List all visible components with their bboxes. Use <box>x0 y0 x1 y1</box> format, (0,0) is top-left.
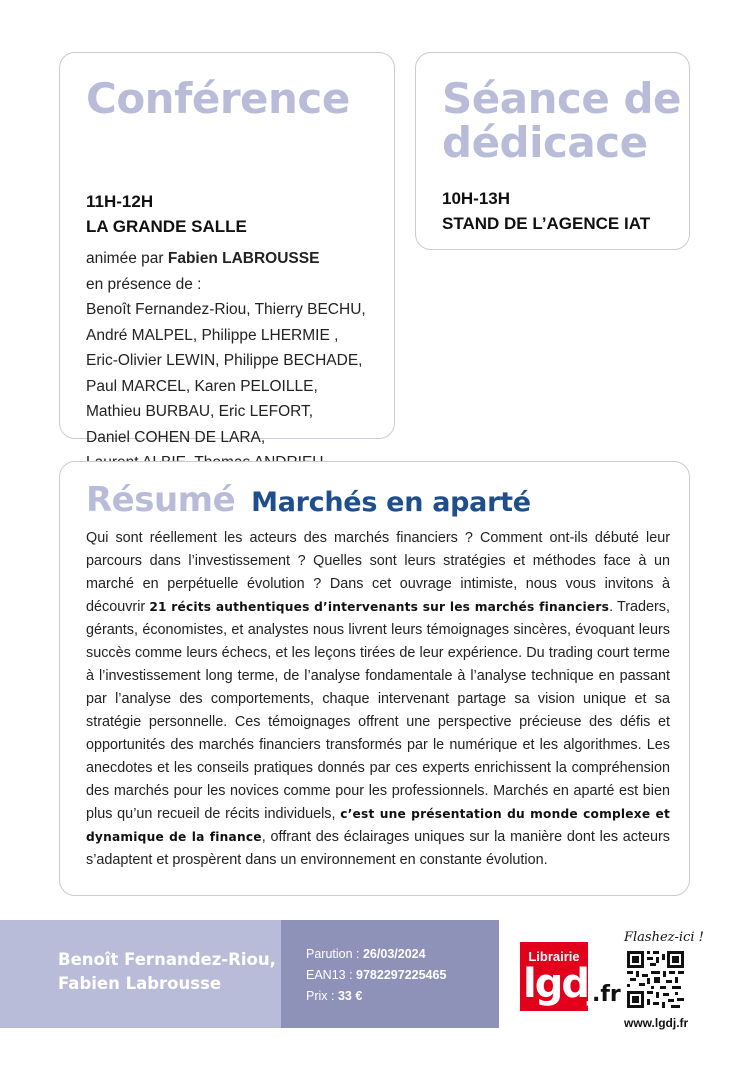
footer-authors <box>58 948 276 996</box>
participant-line: Eric-Olivier LEWIN, Philippe BECHADE, <box>86 352 363 369</box>
participant-line: André MALPEL, Philippe LHERMIE , <box>86 326 339 344</box>
resume-card <box>59 461 690 896</box>
ean-value: 9782297225465 <box>356 968 447 982</box>
seance-card <box>415 52 690 250</box>
resume-text-part: , offrant des éclairages uniques sur la manière dont les acteurs s’adaptent et prospèrent dans un environnement en constante évolution. <box>86 829 670 868</box>
conference-time: 11H-12H <box>86 192 154 211</box>
conference-place: LA GRANDE SALLE <box>86 217 247 236</box>
conference-host: Fabien LABROUSSE <box>167 250 320 267</box>
conference-details <box>86 246 386 476</box>
qr-code-icon[interactable] <box>627 951 684 1008</box>
lgdj-logo-suffix: .fr <box>592 982 621 1007</box>
conference-card <box>59 52 395 446</box>
conference-title: Conférence <box>86 74 350 123</box>
participant-line: Benoît Fernandez-Riou, Thierry BECHU, <box>86 301 366 318</box>
seance-time: 10H-13H <box>442 189 511 208</box>
author-line: Benoît Fernandez-Riou, <box>58 950 276 969</box>
conference-host-line <box>86 246 386 272</box>
price-line <box>306 986 446 1007</box>
resume-label: Résumé <box>86 480 236 520</box>
ean-label: EAN13 : <box>306 968 357 982</box>
parution-line <box>306 944 446 965</box>
participant-line: Mathieu BURBAU, Eric LEFORT, <box>86 403 314 420</box>
ean-line <box>306 965 446 986</box>
footer-meta <box>306 944 446 1007</box>
lgdj-logo[interactable] <box>520 942 621 1012</box>
price-value: 33 € <box>337 989 363 1003</box>
resume-emphasis: 21 récits authentiques d’intervenants sur les marchés financiers <box>149 600 610 614</box>
book-title: Marchés en aparté <box>251 487 531 518</box>
resume-text-part: Qui sont réellement les acteurs des marchés financiers ? Comment ont-ils débuté leur parcours dans l’investissement ? Quelles sont leurs stratégies et méthodes face à un marché en perpétuelle évolution ? Dans cet ouvrage intimiste, nous vous invitons à découvrir <box>86 530 670 615</box>
seance-title-line2: dédicace <box>442 118 648 167</box>
flash-text: Flashez-ici ! <box>624 930 704 945</box>
seance-title-line1: Séance de <box>442 74 682 123</box>
lgdj-logo-top: Librairie <box>528 949 580 964</box>
qr-code-graphic <box>627 951 684 1008</box>
parution-value: 26/03/2024 <box>362 947 426 961</box>
conference-presence-label: en présence de : <box>86 275 202 293</box>
price-label: Prix : <box>306 989 338 1003</box>
resume-emphasis: c’est une présentation du monde complexe et dynamique de la finance <box>86 807 671 844</box>
footer-meta-panel <box>281 920 499 1028</box>
resume-header <box>86 478 531 522</box>
participant-line: Paul MARCEL, Karen PELOILLE, <box>86 377 318 395</box>
lgdj-logo-main: lgdj <box>523 961 600 1007</box>
conference-schedule <box>86 189 247 239</box>
seance-place: STAND DE L’AGENCE IAT <box>442 214 651 233</box>
resume-text-part: . Traders, gérants, économistes, et analystes nous livrent leurs témoignages sincères, évoquant leurs succès comme leurs échecs, et les leçons tirées de leur expérience. Du trading court terme à l’investissement long terme, de l’analyse fondamentale à l’analyse technique en passant par l’analyse des comportements, chaque intervenant partage sa vision unique et sa stratégie personnelle. Ces témoignages offrent une perspective précieuse des défis et opportunités des marchés financiers transformés par le numérique et les algorithmes. Les anecdotes et les conseils pratiques donnés par ces experts enrichissent la compréhension des marchés pour les novices comme pour les professionnels. Marchés en aparté est bien plus qu’un recueil de récits individuels, <box>86 599 670 822</box>
resume-text <box>86 527 670 872</box>
seance-title <box>442 74 682 167</box>
author-line: Fabien Labrousse <box>58 974 222 993</box>
website-link[interactable]: www.lgdj.fr <box>624 1016 689 1030</box>
footer-authors-panel <box>0 920 281 1028</box>
participant-line: Daniel COHEN DE LARA, <box>86 428 266 446</box>
parution-label: Parution : <box>306 947 363 961</box>
seance-schedule <box>442 186 650 236</box>
conference-host-prefix: animée par <box>86 250 168 267</box>
